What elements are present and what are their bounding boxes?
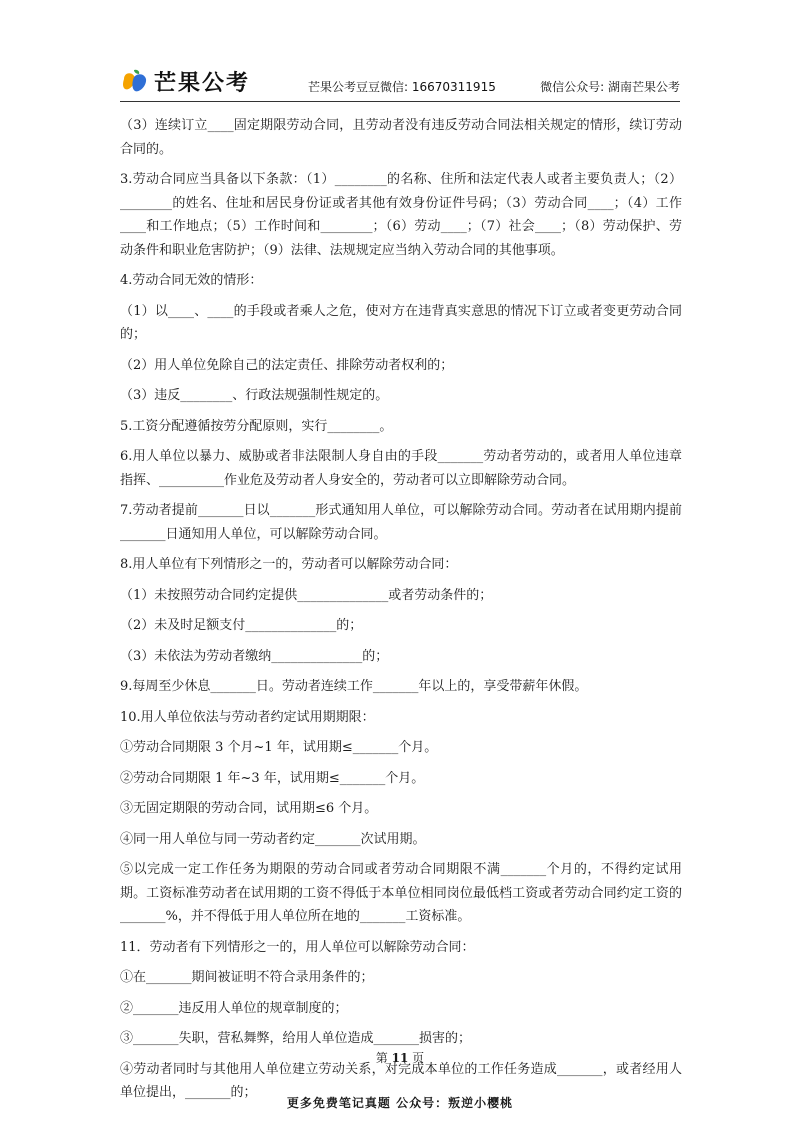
paragraph: （2）用人单位免除自己的法定责任、排除劳动者权利的； [120,357,454,373]
page-number [0,1049,800,1066]
paragraph: 3.劳动合同应当具备以下条款：（1）________的名称、住所和法定代表人或者主要负责人；（2）________的姓名、住址和居民身份证或者其他有效身份证件号码；（3）劳动合同____；（4）工作____和工作地点；（5）工作时间和________；（6）劳动____；（7）社会____；（8）劳动保护、劳动条件和职业危害防护；（9）法律、法规规定应当纳入劳动合同的其他事项。 [120,172,682,258]
paragraph: ②_______违反用人单位的规章制度的； [120,1000,348,1016]
page-number-value: 11 [391,1051,409,1065]
paragraph: 9.每周至少休息_______日。劳动者连续工作_______年以上的，享受带薪年休假。 [120,679,588,694]
paragraph: ②劳动合同期限 1 年~3 年，试用期≤_______个月。 [120,770,425,786]
paragraph: ④劳动者同时与其他用人单位建立劳动关系，对完成本单位的工作任务造成_______，或者经用人单位提出，_______的； [120,1061,682,1100]
page-header [120,62,680,102]
paragraph: 4.劳动合同无效的情形： [120,273,263,288]
paragraph: 8.用人单位有下列情形之一的，劳动者可以解除劳动合同： [120,557,458,572]
paragraph: ③_______失职，营私舞弊，给用人单位造成_______损害的； [120,1031,472,1046]
paragraph: ④同一用人单位与同一劳动者约定_______次试用期。 [120,831,426,847]
paragraph: 10.用人单位依法与劳动者约定试用期期限： [120,709,375,725]
paragraph: （3）连续订立____固定期限劳动合同，且劳动者没有违反劳动合同法相关规定的情形，续订劳动合同的。 [120,118,682,157]
paragraph: （1）以____、____的手段或者乘人之危，使对方在违背真实意思的情况下订立或者变更劳动合同的； [120,303,682,342]
header-wechat-contact: 芒果公考豆豆微信: 16670311915 [308,80,496,94]
brand-name: 芒果公考 [154,71,251,96]
brand-logo [120,66,250,97]
footer-promo: 更多免费笔记真题 公众号：叛逆小樱桃 [286,1096,514,1110]
paragraph: ⑤以完成一定工作任务为期限的劳动合同或者劳动合同期限不满_______个月的，不得约定试用期。工资标准劳动者在试用期的工资不得低于本单位相同岗位最低档工资或者劳动合同约定工资的_______%，并不得低于用人单位所在地的_______工资标准。 [120,862,682,924]
page-number-suffix: 页 [412,1051,425,1065]
paragraph: ①劳动合同期限 3 个月~1 年，试用期≤_______个月。 [120,740,438,755]
page-number-prefix: 第 [375,1051,388,1065]
paragraph: 5.工资分配遵循按劳分配原则，实行________。 [120,418,393,434]
paragraph: ①在_______期间被证明不符合录用条件的； [120,970,374,985]
paragraph: 11．劳动者有下列情形之一的，用人单位可以解除劳动合同： [120,939,475,955]
paragraph: 7.劳动者提前_______日以_______形式通知用人单位，可以解除劳动合同。劳动者在试用期内提前_______日通知用人单位，可以解除劳动合同。 [120,503,682,542]
paragraph: （2）未及时足额支付______________的； [120,618,363,633]
paragraph: （1）未按照劳动合同约定提供______________或者劳动条件的； [120,587,493,603]
document-body [120,114,682,1112]
paragraph: 6.用人单位以暴力、威胁或者非法限制人身自由的手段_______劳动者劳动的，或者用人单位违章指挥、__________作业危及劳动者人身安全的，劳动者可以立即解除劳动合同。 [120,449,682,488]
mango-logo-icon [120,67,150,97]
paragraph: （3）违反________、行政法规强制性规定的。 [120,388,389,403]
paragraph: （3）未依法为劳动者缴纳______________的； [120,648,389,664]
paragraph: ③无固定期限的劳动合同，试用期≤6 个月。 [120,801,378,816]
header-public-account: 微信公众号: 湖南芒果公考 [540,80,680,94]
header-divider [120,101,680,102]
